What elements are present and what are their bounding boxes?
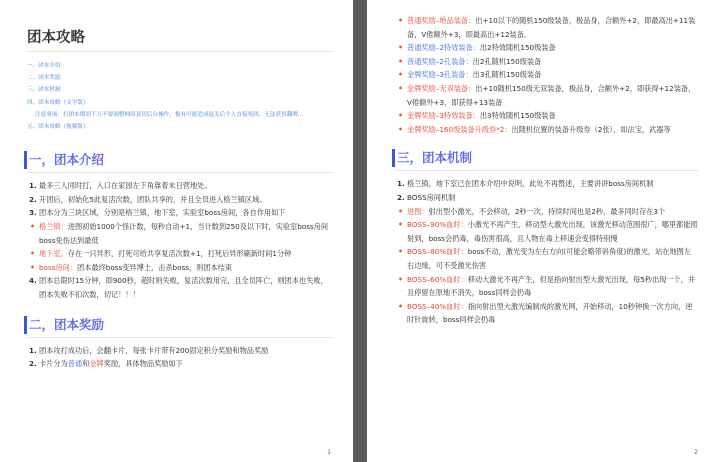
toc-item-notes[interactable]: 注意事项：打团本期间千万不要调整网络及切后台操作，极有可能造成退关后个人直接死团，无法获得翻牌... <box>35 111 304 118</box>
list-item: • boss房间：团本最终boss变异博士，击杀boss，则团本结束 <box>30 262 233 272</box>
list-item: 1. 格兰镇，地下室已在团本介绍中说明，此处不再赘述，主要讲讲boss房间机制 <box>397 179 654 189</box>
section-heading-intro: 一，团本介绍 <box>24 151 333 169</box>
list-item: 2. 开团后，初始化5此复活次数，团队共享的，并且全员进入格兰镇区域。 <box>29 194 267 204</box>
section-divider <box>395 170 698 171</box>
document-page-1 <box>0 0 353 462</box>
list-item: 1. 最多三人同时打，入口在家园左下角靠着末日营地处。 <box>29 181 212 191</box>
list-item: • 进图：射出型小激光，不会移动，2秒一次，持续时间也是2秒，最多同时存在3个 <box>398 206 666 216</box>
section-divider <box>27 172 333 173</box>
list-item: • 普通奖励–2孔装备：出2孔随机150级装备 <box>398 56 542 66</box>
list-item: • 金牌奖励–3特效装备：出3特效随机150级装备 <box>398 111 556 121</box>
list-item: 1. 团本攻打成功后，会翻卡片，每张卡片带有200固定积分奖励和物品奖励 <box>29 345 269 355</box>
document-page-2 <box>367 0 720 462</box>
rewards-list <box>27 344 333 371</box>
mechanics-list <box>395 177 698 327</box>
intro-list <box>27 179 333 301</box>
section-divider <box>27 337 333 338</box>
toc-item-mechanics[interactable]: 三、团本机制 <box>27 87 61 94</box>
list-item: • 格兰镇：进图初始1000个怪计数，每秒自动+1，当计数到250及以下时，实验室boss房间boss免伤达到最低 <box>30 222 329 245</box>
list-item: • 普通奖励–绝品装备：出+10以下的随机150级装备，极品身，合额外+2，即最高出+11装备，V倦额外+3，即最高出+12装备。 <box>398 16 696 39</box>
list-item: 2. 卡片分为普通和金牌奖励，具体物品奖励如下 <box>29 359 183 369</box>
list-item: • BOSS–60%血时：移动大激光不再产生，但是指向射出型大激光出现，每5秒出现一个，并且停留在原地不消失，boss同样会扔毒 <box>398 274 696 298</box>
toc-item-rewards[interactable]: 二、团本奖励 <box>27 75 61 82</box>
toc-item-video-guide[interactable]: 五、团本攻略（视频版） <box>27 124 89 131</box>
list-item: 4. 团本总限时15分钟，即900秒，超时则失败，复活次数用完，且全员阵亡，则团本也失败，团本失败不扣次数，切记！！！ <box>29 276 328 299</box>
list-item: • 金牌奖励–160级装备升级券*2：出随机位置的装备升级券（2张），如法宝，武器等 <box>398 124 671 134</box>
list-item: • BOSS–80%血时：boss不动，激光变为左右方向(可能会略带斜角度)的激光，站在地图左右边缘，可不受激光伤害 <box>398 247 692 270</box>
document-title: 团本攻略 <box>27 30 85 46</box>
page-number: 2 <box>694 449 698 456</box>
list-item: • 金牌奖励–无双装备：出+10随机150级无双装备，极品身，合额外+2，即获得+12装备，V倦额外+3，即获得+13装备 <box>398 83 696 107</box>
list-item: • 金牌奖励–3孔装备：出3孔随机150级装备 <box>398 70 542 80</box>
list-item: • 普通奖励–2特效装备：出2特效随机150级装备 <box>398 43 556 53</box>
title-divider <box>27 51 333 52</box>
table-of-contents <box>27 60 333 133</box>
reward-detail-list <box>395 14 698 136</box>
list-item: • BOSS–40%血时：指向射出型大激光编制成的激光网，开始移动，10秒钟换一次方向，逆时针旋转，boss同样会扔毒 <box>398 301 693 325</box>
list-item: • BOSS–90%血时：小激光不再产生，移动型大激光出现，该激光移动范围很广，哪里都能照射到，boss会扔毒，毒伤害很高，且人物在毒上移速会变得特别慢 <box>398 220 698 243</box>
list-item: 2. BOSS房间机制 <box>397 192 456 202</box>
page-number: 1 <box>327 449 331 456</box>
section-heading-mechanics: 三，团本机制 <box>392 149 698 167</box>
toc-item-intro[interactable]: 一、团本介绍 <box>27 63 61 69</box>
list-item: 3. 团本分为三块区域，分别是格兰镇，地下室，实验室boss房间，各自作用如下 <box>29 208 286 218</box>
list-item: • 地下室，存在一只异形，打死可给共享复活次数+1，打死后异形刷新时间1分钟 <box>30 249 292 259</box>
section-heading-rewards: 二，团本奖励 <box>24 316 333 334</box>
toc-item-text-guide[interactable]: 四、团本攻略（文字版） <box>27 99 89 106</box>
